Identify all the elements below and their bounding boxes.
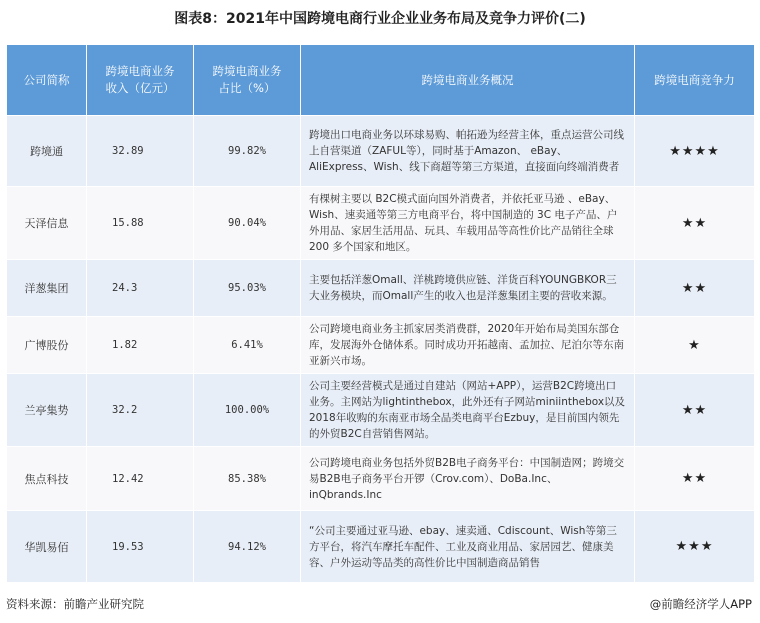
header-overview: 跨境电商业务概况 (301, 45, 635, 116)
share-value: 99.82% (194, 116, 301, 187)
header-share: 跨境电商业务 占比（%） (194, 45, 301, 116)
chart-title: 图表8：2021年中国跨境电商行业企业业务布局及竞争力评价(二) (174, 11, 586, 27)
rating-stars: ★★ (635, 260, 755, 317)
table-row (7, 447, 755, 511)
header-rating: 跨境电商竞争力 (635, 45, 755, 116)
rating-stars: ★★★ (635, 511, 755, 583)
company-name: 广博股份 (7, 317, 87, 374)
table-row (7, 260, 755, 317)
share-value: 95.03% (194, 260, 301, 317)
table-row (7, 187, 755, 260)
overview-text: “公司主要通过亚马逊、ebay、速卖通、Cdiscount、Wish等第三方平台，将汽车摩托车配件、工业及商业用品、家居园艺、健康美容、户外运动等品类的高性价比中国制造商品销售 (301, 511, 635, 583)
table-row (7, 317, 755, 374)
rating-stars: ★ (635, 317, 755, 374)
table-header-row (7, 45, 755, 116)
company-name: 华凯易佰 (7, 511, 87, 583)
revenue-value: 19.53 (87, 511, 194, 583)
table-row (7, 511, 755, 583)
company-name: 跨境通 (7, 116, 87, 187)
rating-stars: ★★ (635, 374, 755, 447)
rating-stars: ★★ (635, 447, 755, 511)
source-note: 资料来源：前瞻产业研究院 (6, 597, 144, 611)
revenue-value: 32.89 (87, 116, 194, 187)
revenue-value: 1.82 (87, 317, 194, 374)
table-row (7, 374, 755, 447)
revenue-value: 24.3 (87, 260, 194, 317)
revenue-value: 15.88 (87, 187, 194, 260)
header-company: 公司简称 (7, 45, 87, 116)
table-row (7, 116, 755, 187)
rating-stars: ★★★★ (635, 116, 755, 187)
revenue-value: 32.2 (87, 374, 194, 447)
company-name: 焦点科技 (7, 447, 87, 511)
share-value: 94.12% (194, 511, 301, 583)
company-name: 兰亭集势 (7, 374, 87, 447)
brand-credit: @前瞻经济学人APP (649, 597, 752, 611)
share-value: 90.04% (194, 187, 301, 260)
share-value: 85.38% (194, 447, 301, 511)
company-name: 洋葱集团 (7, 260, 87, 317)
rating-stars: ★★ (635, 187, 755, 260)
company-table (6, 44, 755, 583)
share-value: 6.41% (194, 317, 301, 374)
overview-text: 公司主要经营模式是通过自建站（网站+APP），运营B2C跨境出口业务。主网站为lightinthebox，此外还有子网站miniinthebox以及2018年收购的东南亚市场全品类电商平台Ezbuy，是目前国内领先的外贸B2C自营销售网站。 (301, 374, 635, 447)
overview-text: 跨境出口电商业务以环球易购、帕拓逊为经营主体，重点运营公司线上自营渠道（ZAFUL等），同时基于Amazon、 eBay、AliExpress、Wish、线下商超等第三方渠道，直接面向终端消费者 (301, 116, 635, 187)
company-name: 天泽信息 (7, 187, 87, 260)
header-revenue: 跨境电商业务 收入（亿元） (87, 45, 194, 116)
overview-text: 公司跨境电商业务主抓家居类消费群，2020年开始布局美国东部仓库，发展海外仓储体系。同时成功开拓越南、孟加拉、尼泊尔等东南亚新兴市场。 (301, 317, 635, 374)
overview-text: 有棵树主要以 B2C模式面向国外消费者，并依托亚马逊 、eBay、Wish、速卖通等第三方电商平台，将中国制造的 3C 电子产品、户外用品、家居生活用品、玩具、车载用品等高性价比产品销往全球 200 多个国家和地区。 (301, 187, 635, 260)
overview-text: 公司跨境电商业务包括外贸B2B电子商务平台：中国制造网；跨境交易B2B电子商务平台开锣（Crov.com）、DoBa.Inc、inQbrands.Inc (301, 447, 635, 511)
share-value: 100.00% (194, 374, 301, 447)
overview-text: 主要包括洋葱Omall、洋桃跨境供应链、洋货百科YOUNGBKOR三大业务模块，而Omall产生的收入也是洋葱集团主要的营收来源。 (301, 260, 635, 317)
revenue-value: 12.42 (87, 447, 194, 511)
